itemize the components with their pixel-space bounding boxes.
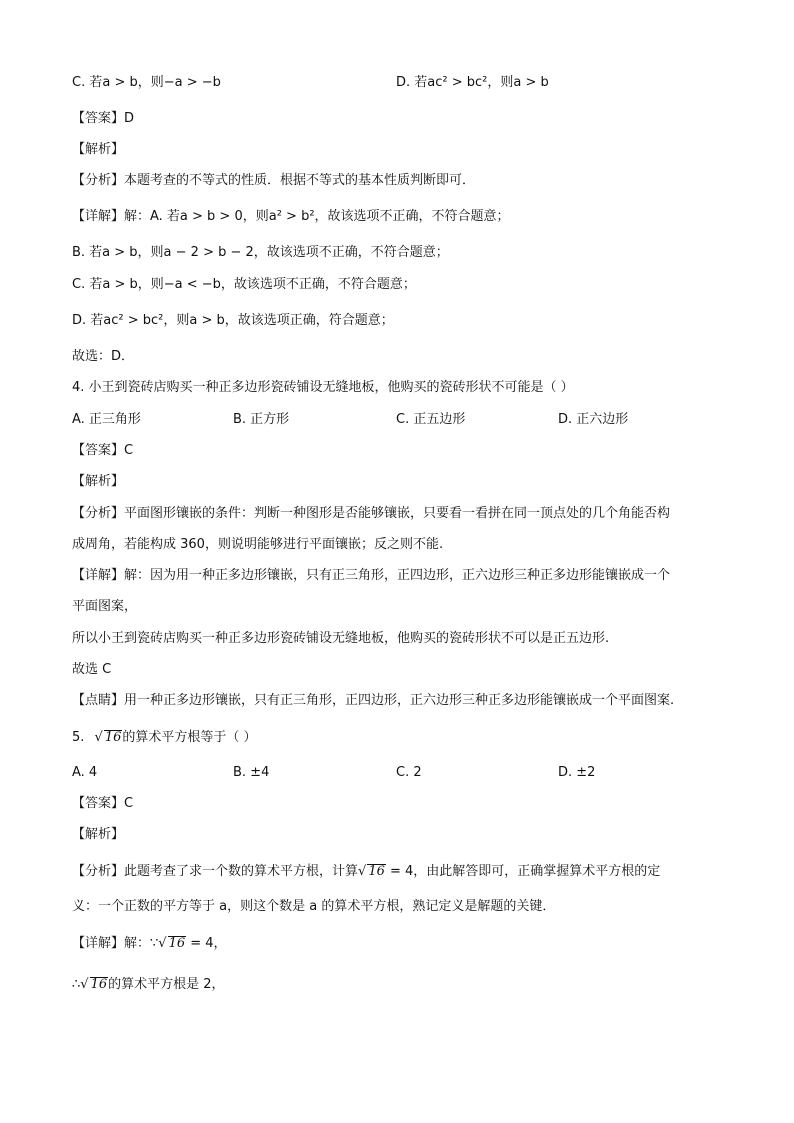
q4-stem: 4. 小王到瓷砖店购买一种正多边形瓷砖铺设无缝地板，他购买的瓷砖形状不可能是（ ） <box>72 380 574 395</box>
q5-number: 5. <box>72 730 85 745</box>
q4-conclusion: 故选 C <box>72 662 112 677</box>
q5-detail-radicand: 16 <box>90 977 108 992</box>
q4-option-a: A. 正三角形 <box>72 412 141 427</box>
q4-detail-line: 所以小王到瓷砖店购买一种正多边形瓷砖铺设无缝地板，他购买的瓷砖形状不可以是正五边形. <box>72 631 610 646</box>
q5-option-b: B. ±4 <box>233 765 270 780</box>
q4-option-d: D. 正六边形 <box>558 412 629 427</box>
q5-option-d: D. ±2 <box>558 765 596 780</box>
therefore-icon: ∴ <box>72 977 81 992</box>
q3-option-d: D. 若ac² > bc²，则a > b <box>396 75 549 90</box>
q4-analysis-heading: 【解析】 <box>72 474 125 489</box>
q5-radicand: 16 <box>104 730 122 745</box>
q4-fenxi-line: 成周角，若能构成 360，则说明能够进行平面镶嵌；反之则不能. <box>72 537 444 552</box>
q4-option-b: B. 正方形 <box>233 412 290 427</box>
q4-fenxi-line: 【分析】平面图形镶嵌的条件：判断一种图形是否能够镶嵌，只要看一看拼在同一顶点处的几个角能否构 <box>72 506 671 521</box>
q4-detail-line: 【详解】解：因为用一种正多边形镶嵌，只有正三角形，正四边形，正六边形三种正多边形能镶嵌成一个 <box>72 568 671 583</box>
q5-answer: 【答案】C <box>72 796 134 811</box>
q3-detail-line: C. 若a > b，则−a < −b，故该选项不正确，不符合题意； <box>72 277 416 292</box>
q5-analysis-heading: 【解析】 <box>72 827 125 842</box>
q4-answer: 【答案】C <box>72 443 134 458</box>
q5-detail-radicand: 16 <box>168 936 186 951</box>
sqrt-icon: √ <box>80 977 89 992</box>
q4-dianjing: 【点睛】用一种正多边形镶嵌，只有正三角形，正四边形，正六边形三种正多边形能镶嵌成一个平面图案. <box>72 693 675 708</box>
q5-fenxi-pre: 【分析】此题考查了求一个数的算术平方根，计算 <box>72 864 359 879</box>
q5-stem-text: 的算术平方根等于（ ） <box>122 730 257 745</box>
q3-conclusion: 故选：D． <box>72 349 135 364</box>
q5-fenxi-radicand: 16 <box>368 864 385 879</box>
q3-fenxi: 【分析】本题考查的不等式的性质．根据不等式的基本性质判断即可． <box>72 173 476 188</box>
q5-stem <box>72 730 257 745</box>
q5-fenxi-post: = 4，由此解答即可，正确掌握算术平方根的定 <box>385 864 661 879</box>
q5-option-a: A. 4 <box>72 765 98 780</box>
q5-fenxi-line: 义：一个正数的平方等于 a，则这个数是 a 的算术平方根，熟记定义是解题的关键． <box>72 899 556 914</box>
q3-option-c: C. 若a > b，则−a > −b <box>72 75 221 90</box>
sqrt-icon: √ <box>158 936 167 951</box>
q3-detail-line: 【详解】解：A. 若a > b > 0，则a² > b²，故该选项不正确，不符合题意； <box>72 209 510 224</box>
q5-option-c: C. 2 <box>396 765 422 780</box>
sqrt-icon: √ <box>358 864 367 879</box>
q4-option-c: C. 正五边形 <box>396 412 466 427</box>
q5-fenxi-line <box>72 864 660 879</box>
q3-answer: 【答案】D <box>72 111 135 126</box>
q4-detail-line: 平面图案， <box>72 599 138 614</box>
q5-detail-result: 的算术平方根是 2， <box>108 977 225 992</box>
q3-analysis-heading: 【解析】 <box>72 142 125 157</box>
q5-detail-line <box>72 936 227 951</box>
q5-detail-line <box>72 977 225 992</box>
q3-detail-line: D. 若ac² > bc²，则a > b，故该选项正确，符合题意； <box>72 313 394 328</box>
q3-detail-line: B. 若a > b，则a − 2 > b − 2，故该选项不正确，不符合题意； <box>72 245 449 260</box>
q5-detail-pre: 【详解】解：∵ <box>72 936 159 951</box>
q5-detail-post: = 4， <box>186 936 227 951</box>
sqrt-icon: √ <box>94 730 103 745</box>
